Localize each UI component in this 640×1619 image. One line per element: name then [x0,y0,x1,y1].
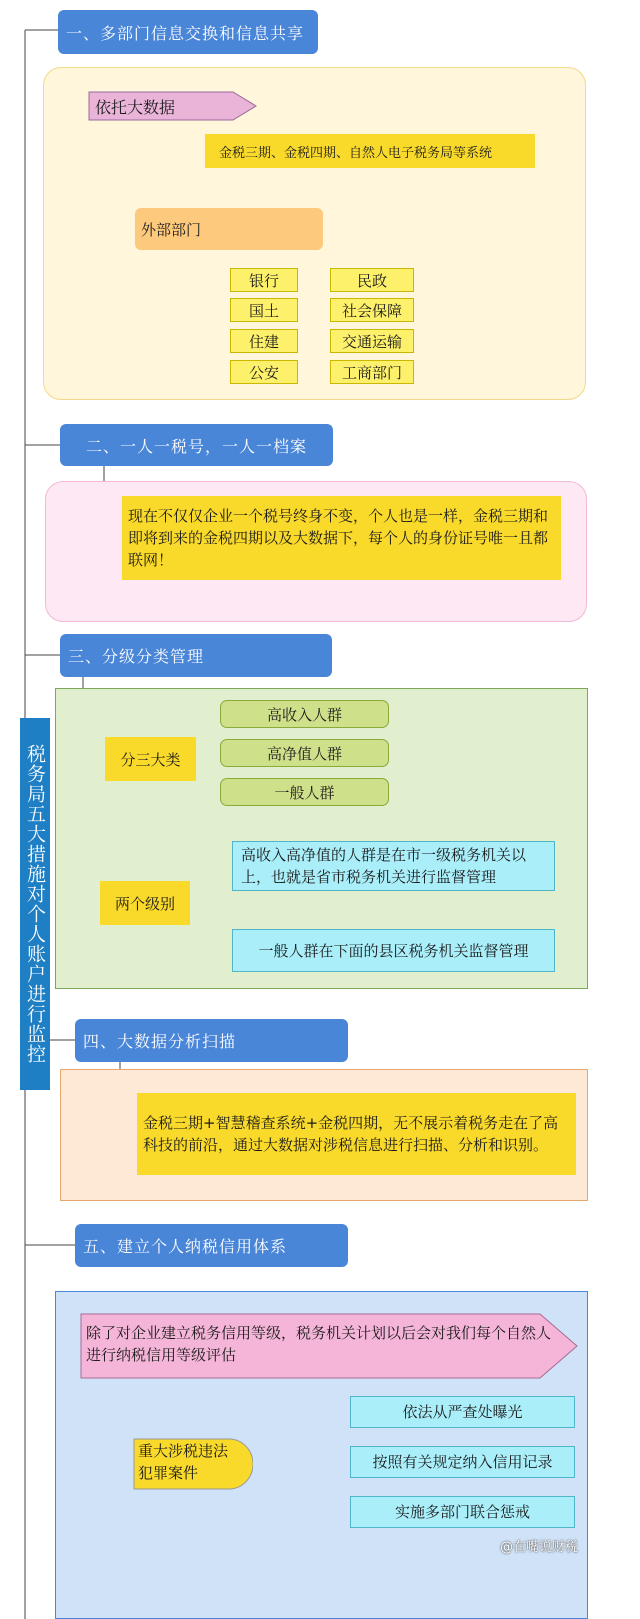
section-5-header [75,1224,348,1267]
action-joint-punishment: 实施多部门联合惩戒 [350,1496,575,1528]
three-categories-label: 分三大类 [120,750,181,769]
section-4-header-text: 四、大数据分析扫描 [83,1032,237,1051]
credit-intro-text: 除了对企业建立税务信用等级，税务机关计划以后会对我们每个自然人进行纳税信用等级评估 [86,1324,552,1364]
watermark: @在嘴说财税 [500,1540,579,1555]
two-levels-box [100,881,190,925]
level-general-box: 一般人群在下面的县区税务机关监督管理 [232,929,555,972]
systems-box [205,134,535,168]
dept-commerce: 工商部门 [330,360,414,384]
one-tax-id-text: 现在不仅仅企业一个税号终身不变，个人也是一样，金税三期和即将到来的金税四期以及大数据下，每个人的身份证号唯一且都联网！ [122,496,561,580]
section-1-header-text: 一、多部门信息交换和信息共享 [66,23,305,43]
action-expose: 依法从严查处曝光 [350,1396,575,1428]
section-2-header-text: 二、一人一税号，一人一档案 [85,436,307,456]
section-1-header [58,10,318,54]
section-2-header [60,424,333,466]
rely-big-data-label: 依托大数据 [95,97,176,117]
big-data-scan-text: 金税三期+智慧稽查系统+金税四期，无不展示着税务走在了高科技的前沿，通过大数据对涉税信息进行扫描、分析和识别。 [137,1093,576,1175]
dept-transport: 交通运输 [330,329,414,353]
three-categories-box [105,737,196,781]
category-high-income: 高收入人群 [220,700,389,728]
section-3-header-text: 三、分级分类管理 [68,647,205,666]
dept-civil-affairs: 民政 [330,268,414,292]
category-general: 一般人群 [220,778,389,806]
section-5-header-text: 五、建立个人纳税信用体系 [83,1237,288,1256]
dept-housing: 住建 [230,329,298,353]
section-4-header [75,1019,348,1062]
section-3-header [60,634,332,677]
dept-police: 公安 [230,360,298,384]
external-departments-box [135,208,323,250]
dept-land: 国土 [230,298,298,322]
main-title-vertical [20,718,50,1090]
level-high-box: 高收入高净值的人群是在市一级税务机关以上，也就是省市税务机关进行监督管理 [232,841,555,891]
category-high-net-worth: 高净值人群 [220,739,389,767]
action-credit-record: 按照有关规定纳入信用记录 [350,1446,575,1478]
dept-bank: 银行 [230,268,298,292]
dept-social-security: 社会保障 [330,298,414,322]
major-case-label: 重大涉税违法犯罪案件 [138,1442,229,1482]
main-title-text: 税务局五大措施对个人账户进行监控 [24,744,46,1064]
two-levels-label: 两个级别 [114,894,175,913]
systems-text: 金税三期、金税四期、自然人电子税务局等系统 [219,145,493,161]
external-departments-label: 外部部门 [141,220,202,239]
